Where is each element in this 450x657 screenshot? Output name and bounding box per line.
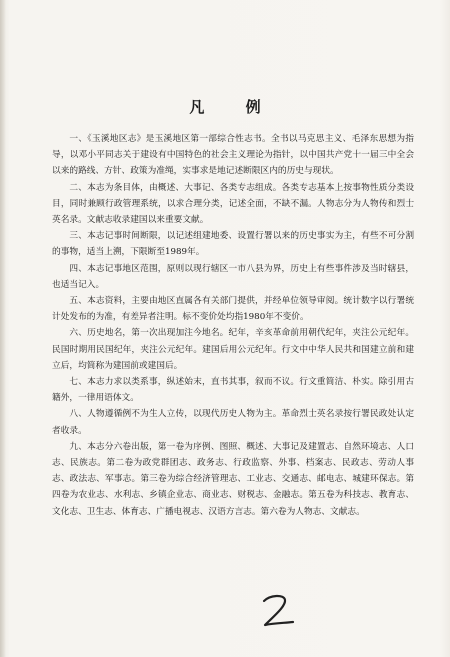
paragraph-7: 七、本志力求以类系事，纵述始末，直书其事，叙而不议。行文重简洁、朴实。除引用古籍外，一律用语体文。 — [52, 377, 414, 404]
paragraph-5: 五、本志资料，主要由地区直属各有关部门提供，并经单位领导审阅。统计数字以行署统计处发布的为准，有差异者注明。标不变价处均指1980年不变价。 — [52, 296, 414, 323]
paragraph-9: 九、本志分六卷出版，第一卷为序例、图照、概述、大事记及建置志、自然环境志、人口志、民族志。第二卷为政党群团志、政务志、行政监察、外事、档案志、民政志、劳动人事志、政法志、军事志。第三卷为综合经济管理志、工业志、交通志、邮电志、城建环保志。第四卷为农业志、水利志、乡镇企业志、商业志、财税志、金融志。第五卷为科技志、教育志、文化志、卫生志、体育志、广播电视志、汉语方言志。第六卷为人物志、文献志。 — [52, 441, 414, 517]
paragraph-2: 二、本志为条目体，由概述、大事记、各类专志组成。各类专志基本上按事物性质分类设目，同时兼顾行政管理系统，以求合理分类，记述全面，不缺不漏。人物志分为人物传和烈士英名录。文献志收录建国以来重要文献。 — [52, 182, 414, 226]
page-title: 凡 例 — [189, 98, 279, 116]
handwritten-page-number — [258, 592, 298, 630]
paragraph-8: 八、人物遵循例不为生人立传，以现代历史人物为主。革命烈士英名录按行署民政处认定者收录。 — [52, 409, 414, 436]
paragraph-4: 四、本志记事地区范围，原则以现行辖区一市八县为界，历史上有些事件涉及当时辖县，也适当记入。 — [52, 263, 414, 290]
document-body — [52, 131, 414, 520]
paragraph-6: 六、历史地名，第一次出现加注今地名。纪年，辛亥革命前用朝代纪年，夹注公元纪年。民国时期用民国纪年，夹注公元纪年。建国后用公元纪年。行文中中华人民共和国建立前和建立后，均简称为建国前或建国后。 — [52, 328, 414, 371]
paragraph-3: 三、本志记事时间断限，以记述组建地委、设置行署以来的历史事实为主，有些不可分割的事物，适当上溯，下限断至1989年。 — [52, 231, 414, 258]
paragraph-1: 一、《玉溪地区志》是玉溪地区第一部综合性志书。全书以马克思主义、毛泽东思想为指导，以邓小平同志关于建设有中国特色的社会主义理论为指针，以中国共产党十一届三中全会以来的路线、方针、政策为准绳，实事求是地记述断限区内的历史与现状。 — [52, 134, 414, 177]
